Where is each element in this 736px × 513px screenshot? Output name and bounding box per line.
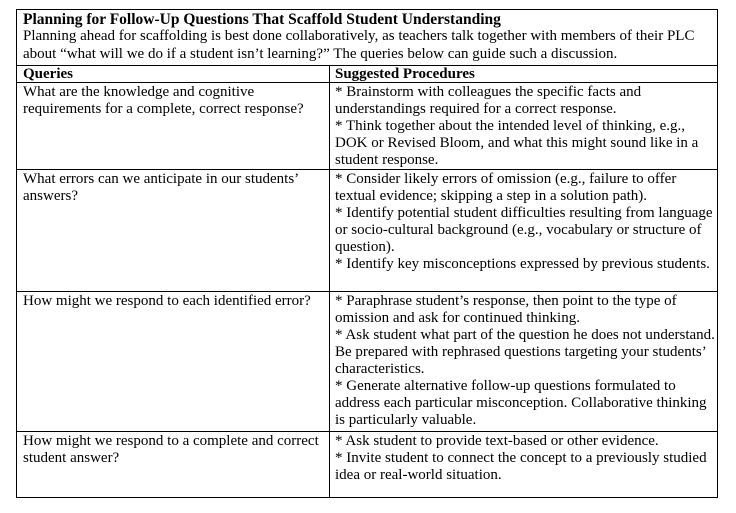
procedures-cell [335, 83, 715, 169]
table-title: Planning for Follow-Up Questions That Scaffold Student Understanding [23, 11, 501, 28]
procedures-cell [335, 170, 715, 273]
queries-column-header: Queries [23, 66, 73, 82]
table-row [17, 170, 717, 292]
procedure-item: * Invite student to connect the concept to a previously studied idea or real-world situation. [335, 450, 707, 483]
procedures-cell [335, 292, 715, 429]
procedure-item: * Generate alternative follow-up questions formulated to address each particular misconception. Collaborative thinking is particularly valuable. [335, 378, 707, 428]
table-row [17, 292, 717, 432]
procedure-item: * Consider likely errors of omission (e.g., failure to offer textual evidence; skipping a step in a solution path). [335, 171, 677, 204]
procedures-column-header: Suggested Procedures [335, 66, 475, 82]
procedure-item: * Think together about the intended level of thinking, e.g., DOK or Revised Bloom, and what this might sound like in a student response. [335, 118, 699, 168]
table-row [17, 432, 717, 498]
query-cell: What are the knowledge and cognitive requirements for a complete, correct response? [23, 84, 304, 117]
scaffolding-table [16, 9, 718, 498]
procedure-item: * Brainstorm with colleagues the specific facts and understandings required for a correct response. [335, 84, 642, 117]
procedure-item: * Identify key misconceptions expressed by previous students. [335, 256, 710, 272]
table-row [17, 83, 717, 170]
query-cell: What errors can we anticipate in our students’ answers? [23, 171, 299, 204]
procedure-item: * Ask student what part of the question he does not understand. Be prepared with rephrased questions targeting your students’ characteristics. [335, 327, 715, 377]
procedure-item: * Identify potential student difficulties resulting from language or socio-cultural background (e.g., vocabulary or structure of question). [335, 205, 713, 255]
table-header [17, 10, 717, 66]
table-intro: Planning ahead for scaffolding is best done collaboratively, as teachers talk together with members of their PLC about “what will we do if a student isn’t learning?” The queries below can guide such a discussion. [23, 28, 695, 62]
query-cell: How might we respond to a complete and correct student answer? [23, 433, 319, 466]
procedures-cell [335, 432, 715, 484]
column-header-row [17, 66, 717, 83]
query-cell: How might we respond to each identified error? [23, 293, 311, 309]
procedure-item: * Ask student to provide text-based or other evidence. [335, 433, 659, 449]
procedure-item: * Paraphrase student’s response, then point to the type of omission and ask for continued thinking. [335, 293, 677, 326]
